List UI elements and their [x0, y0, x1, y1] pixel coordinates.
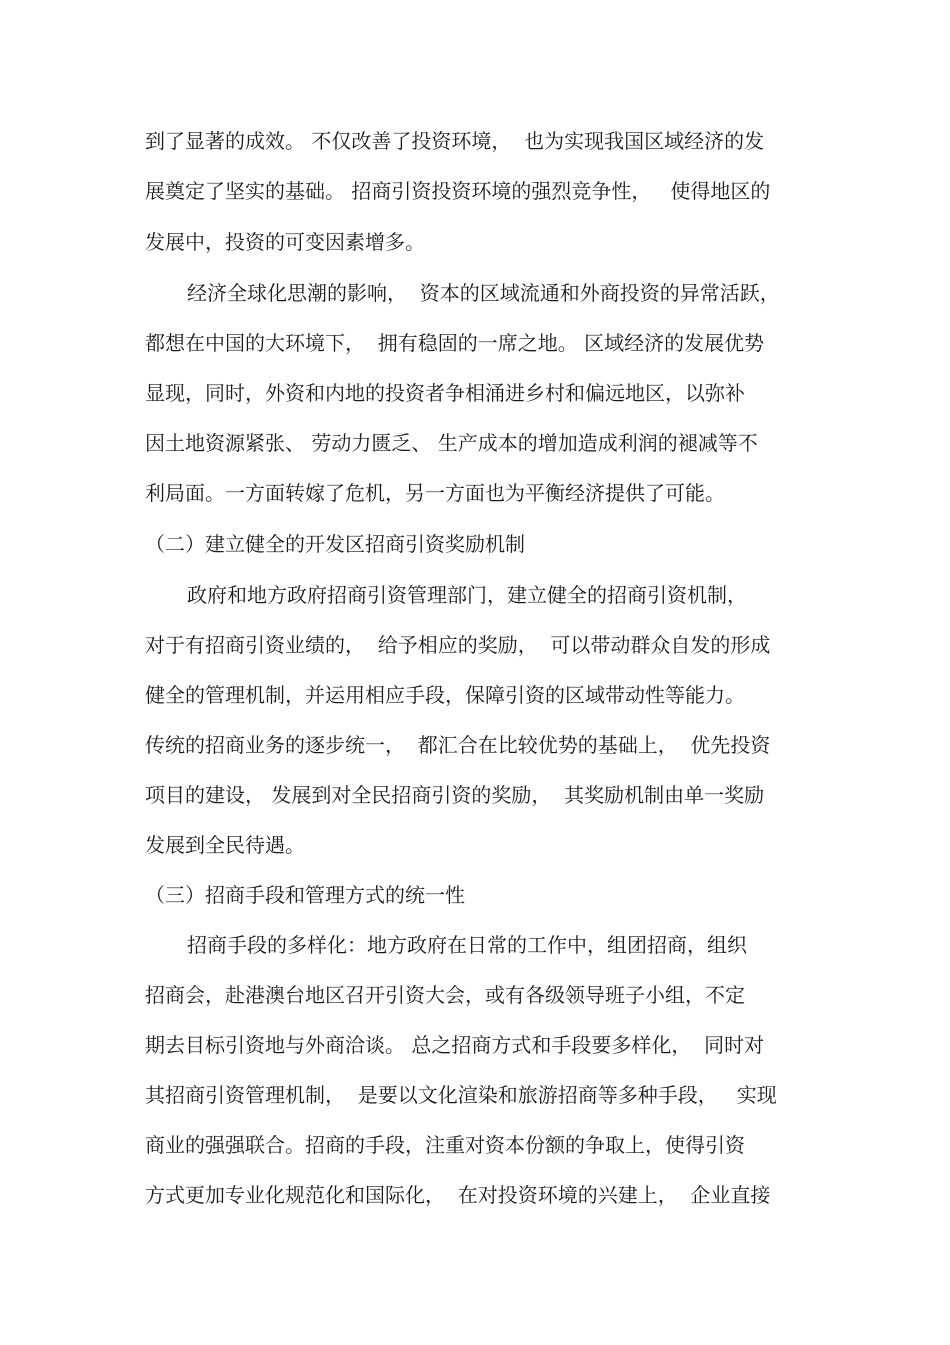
paragraph-line: 健全的管理机制，并运用相应手段，保障引资的区域带动性等能力。 — [145, 683, 745, 707]
paragraph-line: 项目的建设， 发展到对全民招商引资的奖励， 其奖励机制由单一奖励 — [145, 783, 765, 807]
paragraph-line: 发展中，投资的可变因素增多。 — [145, 230, 425, 254]
paragraph-line: 经济全球化思潮的影响， 资本的区域流通和外商投资的异常活跃， — [187, 281, 780, 305]
paragraph-line: 显现，同时，外资和内地的投资者争相涌进乡村和偏远地区，以弥补 — [145, 381, 745, 405]
paragraph-line: 都想在中国的大环境下， 拥有稳固的一席之地。 区域经济的发展优势 — [145, 331, 765, 355]
paragraph-line: 到了显著的成效。 不仅改善了投资环境， 也为实现我国区域经济的发 — [145, 129, 765, 153]
paragraph-line: 发展到全民待遇。 — [145, 833, 305, 857]
paragraph-line: 招商手段的多样化：地方政府在日常的工作中，组团招商，组织 — [187, 933, 747, 957]
section-heading: （三）招商手段和管理方式的统一性 — [145, 883, 465, 907]
paragraph-line: 方式更加专业化规范化和国际化， 在对投资环境的兴建上， 企业直接 — [145, 1183, 771, 1207]
paragraph-line: 商业的强强联合。招商的手段，注重对资本份额的争取上，使得引资 — [145, 1133, 745, 1157]
paragraph-line: 因土地资源紧张、 劳动力匮乏、 生产成本的增加造成利润的褪减等不 — [145, 431, 758, 455]
paragraph-line: 其招商引资管理机制， 是要以文化渲染和旅游招商等多种手段， 实现 — [145, 1083, 777, 1107]
paragraph-line: 招商会，赴港澳台地区召开引资大会，或有各级领导班子小组，不定 — [145, 983, 745, 1007]
paragraph-line: 传统的招商业务的逐步统一， 都汇合在比较优势的基础上， 优先投资 — [145, 733, 771, 757]
paragraph-line: 对于有招商引资业绩的， 给予相应的奖励， 可以带动群众自发的形成 — [145, 633, 771, 657]
paragraph-line: 利局面。一方面转嫁了危机，另一方面也为平衡经济提供了可能。 — [145, 481, 725, 505]
paragraph-line: 展奠定了坚实的基础。 招商引资投资环境的强烈竞争性， 使得地区的 — [145, 179, 771, 203]
paragraph-line: 期去目标引资地与外商洽谈。 总之招商方式和手段要多样化， 同时对 — [145, 1033, 765, 1057]
section-heading: （二）建立健全的开发区招商引资奖励机制 — [145, 532, 525, 556]
paragraph-line: 政府和地方政府招商引资管理部门，建立健全的招商引资机制， — [187, 583, 747, 607]
